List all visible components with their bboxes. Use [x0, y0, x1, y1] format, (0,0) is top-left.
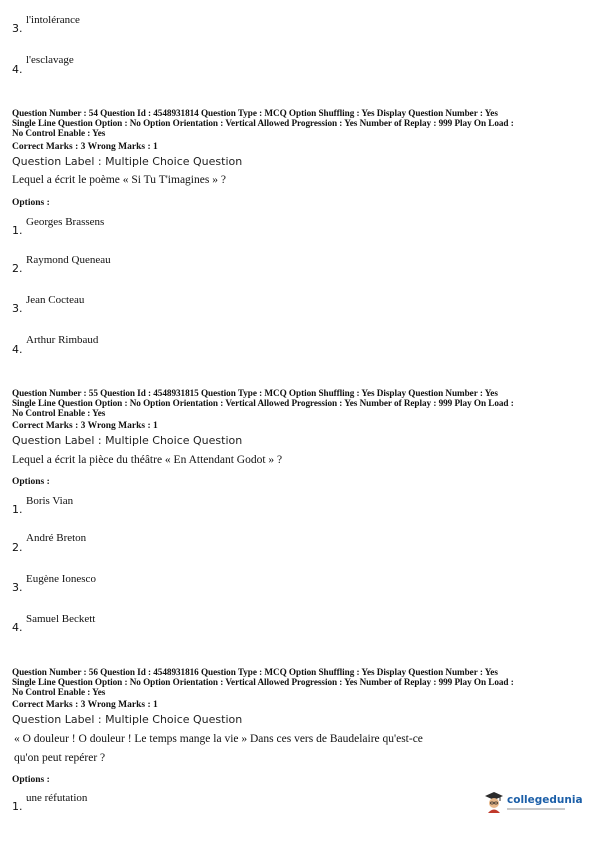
question-meta [12, 388, 587, 418]
meta-line: Single Line Question Option : No Option Orientation : Vertical Allowed Progression : Yes Number of Replay : 999 Play On Load : [12, 677, 514, 687]
option-number: 1. [12, 800, 23, 813]
options-heading: Options : [12, 198, 50, 208]
option-number: 4. [12, 343, 23, 356]
option-text: Arthur Rimbaud [26, 334, 99, 346]
question-meta [12, 667, 587, 697]
options-heading: Options : [12, 775, 50, 785]
question-text-line-2: qu'on peut repérer ? [14, 752, 106, 764]
marks-line: Correct Marks : 3 Wrong Marks : 1 [12, 142, 158, 152]
option-text: l'esclavage [26, 54, 74, 66]
option-text: une réfutation [26, 792, 88, 804]
meta-line: Question Number : 55 Question Id : 4548931815 Question Type : MCQ Option Shuffling : Yes Display Question Number : Yes [12, 388, 498, 398]
meta-line: No Control Enable : Yes [12, 687, 106, 697]
option-text: Jean Cocteau [26, 294, 85, 306]
graduate-mascot-icon [484, 791, 504, 813]
marks-line: Correct Marks : 3 Wrong Marks : 1 [12, 700, 158, 710]
option-number: 1. [12, 503, 23, 516]
logo-tagline-bar [507, 808, 565, 810]
option-number: 2. [12, 262, 23, 275]
meta-line: No Control Enable : Yes [12, 128, 106, 138]
collegedunia-logo [484, 791, 583, 813]
question-text: Lequel a écrit le poème « Si Tu T'imagines » ? [12, 174, 226, 186]
option-number: 2. [12, 541, 23, 554]
option-number: 4. [12, 621, 23, 634]
option-number: 3. [12, 302, 23, 315]
option-text: Samuel Beckett [26, 613, 96, 625]
meta-line: Single Line Question Option : No Option Orientation : Vertical Allowed Progression : Yes Number of Replay : 999 Play On Load : [12, 398, 514, 408]
marks-line: Correct Marks : 3 Wrong Marks : 1 [12, 421, 158, 431]
option-text: Georges Brassens [26, 216, 105, 228]
option-text: l'intolérance [26, 14, 80, 26]
question-label: Question Label : Multiple Choice Question [12, 713, 243, 726]
option-number: 4. [12, 63, 23, 76]
option-text: Eugène Ionesco [26, 573, 96, 585]
question-text-line-1: « O douleur ! O douleur ! Le temps mange la vie » Dans ces vers de Baudelaire qu'est-ce [14, 733, 423, 745]
meta-line: Single Line Question Option : No Option Orientation : Vertical Allowed Progression : Yes Number of Replay : 999 Play On Load : [12, 118, 514, 128]
logo-wordmark [507, 795, 583, 810]
meta-line: No Control Enable : Yes [12, 408, 106, 418]
options-heading: Options : [12, 477, 50, 487]
option-text: André Breton [26, 532, 87, 544]
question-meta [12, 108, 587, 138]
option-text: Raymond Queneau [26, 254, 111, 266]
meta-line: Question Number : 54 Question Id : 4548931814 Question Type : MCQ Option Shuffling : Yes Display Question Number : Yes [12, 108, 498, 118]
meta-line: Question Number : 56 Question Id : 4548931816 Question Type : MCQ Option Shuffling : Yes Display Question Number : Yes [12, 667, 498, 677]
option-number: 3. [12, 22, 23, 35]
question-label: Question Label : Multiple Choice Question [12, 434, 243, 447]
option-number: 3. [12, 581, 23, 594]
option-number: 1. [12, 224, 23, 237]
question-text: Lequel a écrit la pièce du théâtre « En Attendant Godot » ? [12, 454, 283, 466]
option-text: Boris Vian [26, 495, 74, 507]
logo-name: collegedunia [507, 793, 583, 806]
question-label: Question Label : Multiple Choice Question [12, 155, 243, 168]
